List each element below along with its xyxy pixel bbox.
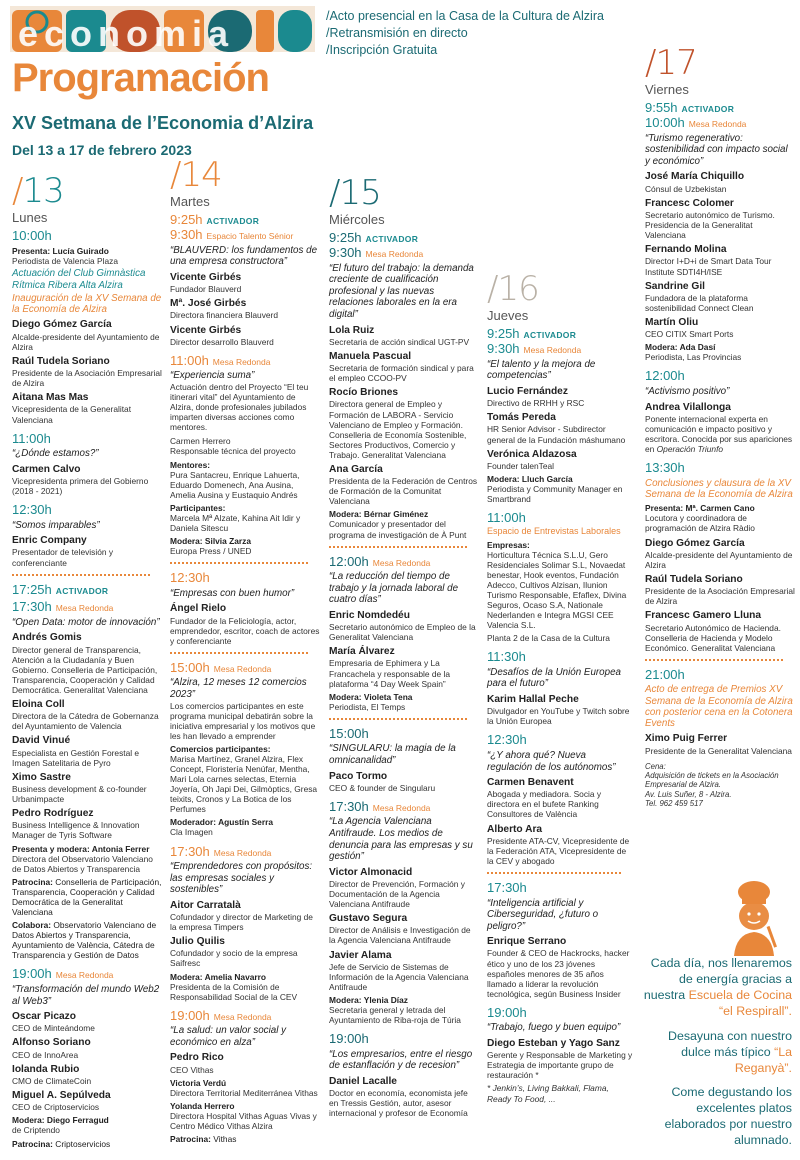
speaker-name: Fernando Molina <box>645 244 727 256</box>
presenter-role: Periodista de Valencia Plaza <box>12 256 118 267</box>
speaker-name: Carmen Calvo <box>12 463 81 475</box>
speaker-name: Lucio Fernández <box>487 385 568 397</box>
time-slot: 9:30h Mesa Redonda <box>329 245 424 261</box>
speaker-role: CEO de Criptoservicios <box>12 1102 100 1113</box>
speaker-role: Directora Hospital Vithas Aguas Vivas y Centro Médico Vithas Alzira <box>170 1111 317 1132</box>
speaker-name: Eloina Coll <box>12 699 65 710</box>
session-title: Conclusiones y clausura de la XV Semana de la Economía de Alzira <box>645 477 793 500</box>
event-dates: Del 13 a 17 de febrero 2023 <box>12 142 192 158</box>
time-slot: 15:00h Mesa Redonda <box>170 659 272 675</box>
location: Planta 2 de la Casa de la Cultura <box>487 633 610 644</box>
day-number: /14 <box>170 155 222 195</box>
speaker-role: Director I+D+i de Smart Data Tour Institute SDTI4H/ISE <box>645 256 772 277</box>
speaker-role: Director de Análisis e Investigación de la Agencia Valenciana Antifraude <box>329 925 471 946</box>
speaker-role: Director general de Transparencia, Atención a la Ciudadanía y Buen Gobierno. Conselleria de Participación, Transparencia, Cooperación y Calidad Democrática. Generalitat Valenciana <box>12 644 158 695</box>
session-title: “Transformación del mundo Web2 al Web3” <box>12 984 160 1007</box>
speaker-role: CEO & founder de Singularu <box>329 782 436 793</box>
speaker-name: Diego Gómez García <box>12 319 112 331</box>
speaker-role: Divulgador en YouTube y Twitch sobre la Unión Europea <box>487 706 630 727</box>
speaker-name: David Vinué <box>12 735 71 747</box>
note-presencial: /Acto presencial en la Casa de la Cultura de Alzira <box>326 9 604 23</box>
speaker-role: Doctor en economía, economista jefe en Tressis Gestión, autor, asesor internacional y profesor de Economía <box>329 1088 468 1119</box>
speaker-role: Responsable técnica del proyecto <box>170 446 296 457</box>
moderator-role: Periodista, Las Provincias <box>645 352 742 363</box>
speaker-role: Ponente internacional experta en comunicación e impacto positivo y escritora. Conocida por sus apariciones en Operación Triunfo <box>645 413 793 455</box>
speaker-role: Presidente ATA-CV, Vicepresidente de la Federación ATA, Vicepresidente de la CEV y abogado <box>487 835 630 866</box>
session-title: “Empresas con buen humor” <box>170 587 295 599</box>
speaker-role: Secretaria de formación sindical y para el empleo CCOO-PV <box>329 363 474 384</box>
moderator-role: Secretaria general y letrada del Ayuntamiento de Riba-roja de Túria <box>329 1005 461 1026</box>
time-slot: 12:00h Mesa Redonda <box>329 553 431 569</box>
promo-text <box>640 955 792 1148</box>
speaker-role: Cónsul de Uzbekistan <box>645 183 727 194</box>
divider <box>645 659 783 661</box>
session-title: “Emprendedores con propósitos: las empresas sociales y sostenibles” <box>170 861 313 896</box>
dinner-address: Av. Luis Suñer, 8 - Alzira. <box>645 789 732 799</box>
speaker-name: Carmen Benavent <box>487 777 574 789</box>
participants-list: Marcela Mª Alzate, Kahina Ait Idir y Daniela Sitescu <box>170 512 301 533</box>
day-17-column <box>645 43 795 809</box>
day-name: Viernes <box>645 82 689 97</box>
speaker-name: Aitana Mas Mas <box>12 392 89 404</box>
speaker-role: Business Intelligence & Innovation Manager de Tyris Software <box>12 820 140 841</box>
speaker-name: Enric Nomdedéu <box>329 609 410 621</box>
day-name: Jueves <box>487 308 529 323</box>
moderator-role: de Criptendo <box>12 1125 60 1136</box>
moderator: Presenta y modera: Antonia Ferrer <box>12 843 150 854</box>
day-number: /17 <box>645 43 697 83</box>
session-title: Acto de entrega de Premios XV Semana de la Economía de Alzira con posterior cena en la Cotonera Events <box>645 684 793 730</box>
moderator: Moderador: Agustín Serra <box>170 817 273 828</box>
speaker-name: Verónica Aldazosa <box>487 448 577 460</box>
time-slot: 9:30h Espacio Talento Sénior <box>170 227 294 243</box>
session-title: “Los empresarios, entre el riesgo de estanflación y de recesion” <box>329 1048 473 1072</box>
note-inscripcion: /Inscripción Gratuita <box>326 42 438 57</box>
day-number: /16 <box>487 269 539 309</box>
speaker-name: Aitor Carratalà <box>170 899 241 911</box>
day-name: Martes <box>170 194 210 209</box>
session-title: “Inteligencia artificial y Ciberseguridad, ¿futuro o peligro?” <box>487 897 599 932</box>
speaker-name: Ángel Rielo <box>170 603 227 615</box>
session-title: “El futuro del trabajo: la demanda creciente de cualificación profesional y las nuevas relaciones laborales en la era digital” <box>329 262 474 320</box>
divider <box>170 562 308 564</box>
time-slot: 12:30h <box>170 570 210 586</box>
moderator: Modera: Lluch García <box>487 473 573 484</box>
logo-economia <box>10 0 315 52</box>
time-slot: 12:30h <box>487 732 527 748</box>
day-number: /13 <box>12 171 64 211</box>
speaker-name: Ximo Sastre <box>12 771 71 783</box>
logo-word: economia <box>18 13 235 52</box>
sponsor: Patrocina: Criptoservicios <box>12 1138 111 1149</box>
day-name: Lunes <box>12 210 48 225</box>
speaker-role: Director desarrollo Blauverd <box>170 336 274 347</box>
time-slot: 11:00h Mesa Redonda <box>170 352 271 368</box>
speaker-role: Vicepresidenta de la Generalitat Valenciana <box>12 404 132 425</box>
speaker-name: Diego Gómez García <box>645 537 745 549</box>
moderator: Modera: Ylenia Díaz <box>329 994 408 1005</box>
time-slot: 9:25h ACTIVADOR <box>329 229 419 245</box>
page-title: Programación <box>12 56 269 100</box>
day-number: /15 <box>329 173 381 213</box>
speaker-role: Fundador de la Feliciología, actor, emprendedor, escritor, coach de actores y conferenciante <box>170 615 320 646</box>
divider <box>487 872 621 874</box>
sponsor: Patrocina: Conselleria de Participación, Transparencia, Cooperación y Calidad Democrática de la Generalitat Valenciana <box>12 876 162 918</box>
speaker-name: Gustavo Segura <box>329 913 408 925</box>
speaker-name: María Álvarez <box>329 646 395 658</box>
time-slot: 11:00h <box>487 510 526 526</box>
session-title: “¿Dónde estamos?” <box>12 448 99 460</box>
speaker-role: Cofundador y director de Marketing de la empresa Timpers <box>170 911 313 933</box>
speaker-name: José María Chiquillo <box>645 171 745 183</box>
session-title: “Desafíos de la Unión Europea para el futuro” <box>487 666 621 690</box>
time-slot: 17:30h Mesa Redonda <box>170 843 272 859</box>
speaker-name: Andrea Vilallonga <box>645 401 731 413</box>
time-slot: 17:30h <box>487 880 527 895</box>
shops-label: Comercios participantes: <box>170 743 271 754</box>
speaker-name: Victor Almonacid <box>329 866 413 878</box>
time-slot: 19:00h <box>487 1004 527 1020</box>
presenter: Presenta: Lucía Guirado <box>12 246 109 257</box>
time-slot: 21:00h <box>645 666 685 682</box>
day-name: Miércoles <box>329 212 385 227</box>
session-title: “SINGULARU: la magia de la omnicanalidad” <box>329 743 456 767</box>
speaker-name: Sandrine Gil <box>645 280 706 292</box>
speaker-name: Andrés Gomis <box>12 632 82 644</box>
day-15-column <box>329 173 479 1119</box>
speaker-role: Especialista en Gestión Forestal e Imagen Satelitaria de Pyro <box>12 747 140 768</box>
time-slot: 19:00h <box>329 1031 369 1047</box>
speaker-name: Rocío Briones <box>329 387 399 399</box>
speaker-role: Directora Territorial Mediterránea Vithas <box>170 1087 318 1098</box>
session-title: “La reducción del tiempo de trabajo y la jornada laboral de cuatro días” <box>329 571 459 606</box>
promo-line-2: Desayuna con nuestro dulce más típico “La Reganyà”. <box>668 1028 792 1075</box>
speaker-name: Oscar Picazo <box>12 1011 76 1023</box>
speaker-name: Alfonso Soriano <box>12 1037 91 1049</box>
promo-line-1: Cada día, nos llenaremos de energía gracias a nuestra Escuela de Cocina “el Respirall”. <box>643 956 792 1019</box>
performance: Actuación del Club Gimnàstica Rítmica Ribera Alta Alzira <box>12 268 146 291</box>
speaker-name: Vicente Girbés <box>170 271 242 283</box>
speaker-role: CEO de Minteándome <box>12 1023 95 1034</box>
speaker-name: Manuela Pascual <box>329 350 412 362</box>
moderator-role: Directora del Observatorio Valenciano de Datos Abiertos y Transparencia <box>12 853 153 874</box>
speaker-name: Pedro Rodríguez <box>12 808 94 820</box>
speaker-role: Presidente de la Generalitat Valenciana <box>645 745 792 756</box>
participants-label: Participantes: <box>170 502 226 513</box>
session-title: “Trabajo, fuego y buen equipo” <box>487 1022 621 1034</box>
session-title: “Turismo regenerativo: sostenibilidad con impacto social y económico” <box>645 132 788 167</box>
speaker-role: Alcalde-presidente del Ayuntamiento de Alzira <box>12 331 160 352</box>
promo-line-3: Come degustando los excelentes platos elaborados por nuestro alumnado. <box>664 1084 792 1148</box>
speaker-name: Victoria Verdú <box>170 1077 227 1088</box>
speaker-role: Gerente y Responsable de Marketing y Estrategia de importante grupo de restauración * <box>487 1050 633 1081</box>
speaker-role: CMO de ClimateCoin <box>12 1075 92 1086</box>
session-title: “Experiencia suma” <box>170 370 255 382</box>
speaker-name: Tomás Pereda <box>487 412 556 424</box>
dinner-label: Cena: <box>645 761 666 771</box>
speaker-name: Lola Ruiz <box>329 324 375 336</box>
speaker-role: Presidente de la Asociación Empresarial de Alzira <box>12 368 162 389</box>
chef-icon <box>718 878 788 956</box>
speaker-name: Raúl Tudela Soriano <box>12 355 110 367</box>
speaker-role: Founder & CEO de Hackrocks, hacker ético y uno de los 23 jóvenes españoles menores de 35 años llamado a liderar la revolución tecnológica, según Business Insider <box>487 948 630 999</box>
time-slot: 10:00h Mesa Redonda <box>645 115 747 131</box>
speaker-name: Miguel A. Sepúlveda <box>12 1090 111 1102</box>
speaker-role: Presentador de televisión y conferenciante <box>12 547 114 568</box>
companies-label: Empresas: <box>487 539 530 550</box>
speaker-name: Enrique Serrano <box>487 936 567 948</box>
speaker-role: Secretario autonómico de Empleo de la Generalitat Valenciana <box>329 622 476 643</box>
presenter: Presenta: Mª. Carmen Cano <box>645 503 755 514</box>
speaker-role: Secretaria de acción sindical UGT-PV <box>329 336 470 347</box>
time-slot: 11:00h <box>12 430 51 446</box>
divider <box>170 652 308 654</box>
speaker-name: Alberto Ara <box>487 823 543 835</box>
speaker-role: Alcalde-presidente del Ayuntamiento de Alzira <box>645 549 793 570</box>
moderator-role: Presidenta de la Comisión de Responsabilidad Social de la CEV <box>170 981 298 1002</box>
session-title: “Somos imparables” <box>12 519 100 531</box>
page-subtitle: XV Setmana de l’Economia d’Alzira <box>12 113 314 133</box>
speaker-role: Vicepresidenta primera del Gobierno (2018 - 2021) <box>12 475 149 497</box>
speaker-name: Diego Esteban y Yago Sanz <box>487 1038 620 1049</box>
speaker-role: CEO Vithas <box>170 1064 214 1075</box>
dinner-phone: Tel. 962 459 517 <box>645 799 703 809</box>
speaker-name: Karim Hallal Peche <box>487 693 579 705</box>
speaker-role: CEO CITIX Smart Ports <box>645 329 734 340</box>
time-slot: 9:25h ACTIVADOR <box>487 325 577 341</box>
speaker-name: Enric Company <box>12 535 87 547</box>
session-description: Los comercios participantes en este programa municipal debatirán sobre la iniciativa empresarial y los motivos que les han llevado a emprender <box>170 700 316 741</box>
speaker-role: Cofundador y socio de la empresa Saifresc <box>170 948 298 969</box>
speaker-name: Paco Tormo <box>329 770 388 782</box>
sponsor: Patrocina: Vithas <box>170 1134 237 1145</box>
time-slot: 11:30h <box>487 649 526 665</box>
speaker-name: Julio Quilis <box>170 936 225 948</box>
speaker-name: Vicente Girbés <box>170 324 242 336</box>
session-title: “La salud: un valor social y económico en alza” <box>170 1025 286 1048</box>
session-description: Actuación dentro del Proyecto “El teu itinerari vital” del Ayuntamiento de Alzira, donde profesionales jubilados imparten diversas acciones como mentores. <box>170 381 309 433</box>
day-13-column <box>12 171 162 1149</box>
moderator: Modera: Violeta Tena <box>329 691 413 702</box>
mentors-list: Pura Santacreu, Enrique Lahuerta, Eduardo Domenech, Ana Ausina, Amelia Ausina y Eustaquio Andrés <box>170 469 300 500</box>
session-title: “Alzira, 12 meses 12 comercios 2023” <box>170 677 307 700</box>
speaker-role: Fundadora de la plataforma sostenibilidad Connect Clean <box>645 292 754 313</box>
day-14-column <box>170 155 320 1145</box>
time-slot: 9:30h Mesa Redonda <box>487 341 582 357</box>
speaker-name: Daniel Lacalle <box>329 1075 397 1087</box>
speaker-name: Mª. José Girbés <box>170 298 247 310</box>
session-title: “BLAUVERD: los fundamentos de una empresa constructora” <box>170 244 318 268</box>
footnote: * Jenkin’s, Living Bakkali, Flama, Ready To Food, ... <box>487 1083 609 1104</box>
time-slot: 19:00h Mesa Redonda <box>170 1007 272 1023</box>
speaker-role: Presidenta de la Federación de Centros de Formación de la Comunitat Valenciana <box>329 476 478 507</box>
time-slot: 13:30h <box>645 460 685 476</box>
time-slot: 9:55h ACTIVADOR <box>645 99 735 115</box>
day-16-column <box>487 269 633 1104</box>
companies-list: Horticultura Técnica S.L.U, Gero Residenciales Solimar S.L, Novaedat benestar, Hook eventos, Fundación Adecco, Cultivos Alzisan, Ilunion Turismo Responsable, Efaflex, Divina Seguros, Ocaso S.A, Nationale Nederlanden e Integra MGSI CEE Valencia S.L. <box>487 549 627 631</box>
session-title: Espacio de Entrevistas Laborales <box>487 525 621 536</box>
session-title: “Activismo positivo” <box>645 386 730 398</box>
divider <box>12 574 150 576</box>
moderator: Modera: Amelia Navarro <box>170 971 267 982</box>
speaker-role: Director de Prevención, Formación y Documentación de la Agencia Valenciana Antifraude <box>329 878 465 910</box>
collaborator: Colabora: Observatorio Valenciano de Datos Abiertos y Transparencia, Ayuntamiento de València, Cátedra de Transparencia y Gestión de Datos <box>12 920 157 961</box>
dinner-info: Adquisición de tickets en la Asociación Empresarial de Alzira. <box>645 771 779 790</box>
session-title: Inauguración de la XV Semana de la Economía de Alzira <box>12 292 162 316</box>
mentors-label: Mentores: <box>170 459 211 470</box>
moderator: Modera: Silvia Zarza <box>170 536 251 547</box>
moderator-role: Cla Imagen <box>170 827 213 838</box>
speaker-name: Pedro Rico <box>170 1052 224 1064</box>
time-slot: 17:30h Mesa Redonda <box>12 599 114 615</box>
speaker-name: Ximo Puig Ferrer <box>645 733 728 745</box>
speaker-role: Fundador Blauverd <box>170 284 242 295</box>
speaker-role: Founder talenTeal <box>487 460 555 471</box>
speaker-role: Empresaria de Ephimera y La Francachela y responsable de la plataforma “4 Day Week Spain” <box>329 658 451 689</box>
speaker-role: Presidente de la Asociación Empresarial de Alzira <box>645 586 795 607</box>
logo-graphic <box>10 0 315 52</box>
divider <box>329 546 467 548</box>
speaker-name: Francesc Gamero Lluna <box>645 610 762 622</box>
speaker-name: Ana García <box>329 463 383 475</box>
session-title: “La Agencia Valenciana Antifraude. Los medios de denuncia para las empresas y su gestión” <box>329 816 473 863</box>
speaker-name: Francesc Colomer <box>645 197 734 209</box>
moderator: Modera: Bérnar Giménez <box>329 509 429 520</box>
moderator: Modera: Ada Dasí <box>645 342 716 353</box>
moderator-role: Periodista, El Temps <box>329 701 406 712</box>
time-slot: 15:00h <box>329 725 369 741</box>
time-slot: 12:30h <box>12 502 52 518</box>
speaker-name: Iolanda Rubio <box>12 1063 80 1075</box>
speaker-role: CEO de InnoArea <box>12 1049 79 1060</box>
speaker-name: Javier Alama <box>329 949 392 961</box>
moderator-role: Comunicador y presentador del programa de investigación de À Punt <box>329 519 467 540</box>
speaker-name: Martín Oliu <box>645 316 699 328</box>
time-slot: 9:25h ACTIVADOR <box>170 211 260 227</box>
speaker-role: Directora financiera Blauverd <box>170 310 278 321</box>
time-slot: 17:25h ACTIVADOR <box>12 581 109 597</box>
presenter-role: Locutora y coordinadora de programación de Alzira Ràdio <box>645 513 755 534</box>
speaker-role: Secretario autonómico de Turismo. Presidencia de la Generalitat Valenciana <box>645 209 775 241</box>
time-slot: 19:00h Mesa Redonda <box>12 966 114 982</box>
moderator-role: Periodista y Community Manager en Smartbrand <box>487 483 623 505</box>
session-title: “Open Data: motor de innovación” <box>12 616 160 628</box>
speaker-role: Directivo de RRHH y RSC <box>487 398 585 409</box>
divider <box>329 718 467 720</box>
speaker-role: Business development & co-founder Urbanimpacte <box>12 784 147 805</box>
speaker-role: Abogada y mediadora. Socia y directora en el bufete Ranking Consultores de València <box>487 789 602 820</box>
speaker-role: Jefe de Servicio de Sistemas de Información de la Agencia Valenciana Antifraude <box>329 961 469 992</box>
note-retransmision: /Retransmisión en directo <box>326 25 468 40</box>
speaker-role: Secretario Autonómico de Hacienda. Conselleria de Hacienda y Modelo Económico. Generalitat Valenciana <box>645 622 781 653</box>
speaker-name: Raúl Tudela Soriano <box>645 573 743 585</box>
shops-list: Marisa Martínez, Granel Alzira, Flex Concept, Floristería Nenúfar, Mentha, Mari Lola carnes selectas, Eternia Joyería, Oh Japi Dei, Gilmòptics, Gresa teixits, Cronos y La Botica de los Perfumes <box>170 753 318 815</box>
speaker-role: HR Senior Advisor - Subdirector general de la Fundación máshumano <box>487 424 626 445</box>
moderator-role: Europa Press / UNED <box>170 546 252 557</box>
moderator: Modera: Diego Ferragud <box>12 1115 109 1126</box>
session-title: “El talento y la mejora de competencias” <box>487 358 596 382</box>
header-notes <box>326 8 656 59</box>
speaker-role: Directora de la Cátedra de Gobernanza del Ayuntamiento de Valencia <box>12 711 159 732</box>
time-slot: 12:00h <box>645 368 685 384</box>
time-slot: 17:30h Mesa Redonda <box>329 798 431 814</box>
speaker-role: Directora general de Empleo y Formación de LABORA - Servicio Valenciano de Empleo y Formación. Conselleria de Economía Sostenible, Sectores Productivos, Comercio y Trabajo. Generalitat Valenciana <box>329 399 467 460</box>
time-slot: 10:00h <box>12 227 52 243</box>
speaker-name: Yolanda Herrero <box>170 1100 235 1111</box>
session-title: “¿Y ahora qué? Nueva regulación de los autónomos” <box>487 749 616 773</box>
speaker-name: Carmen Herrero <box>170 436 231 447</box>
